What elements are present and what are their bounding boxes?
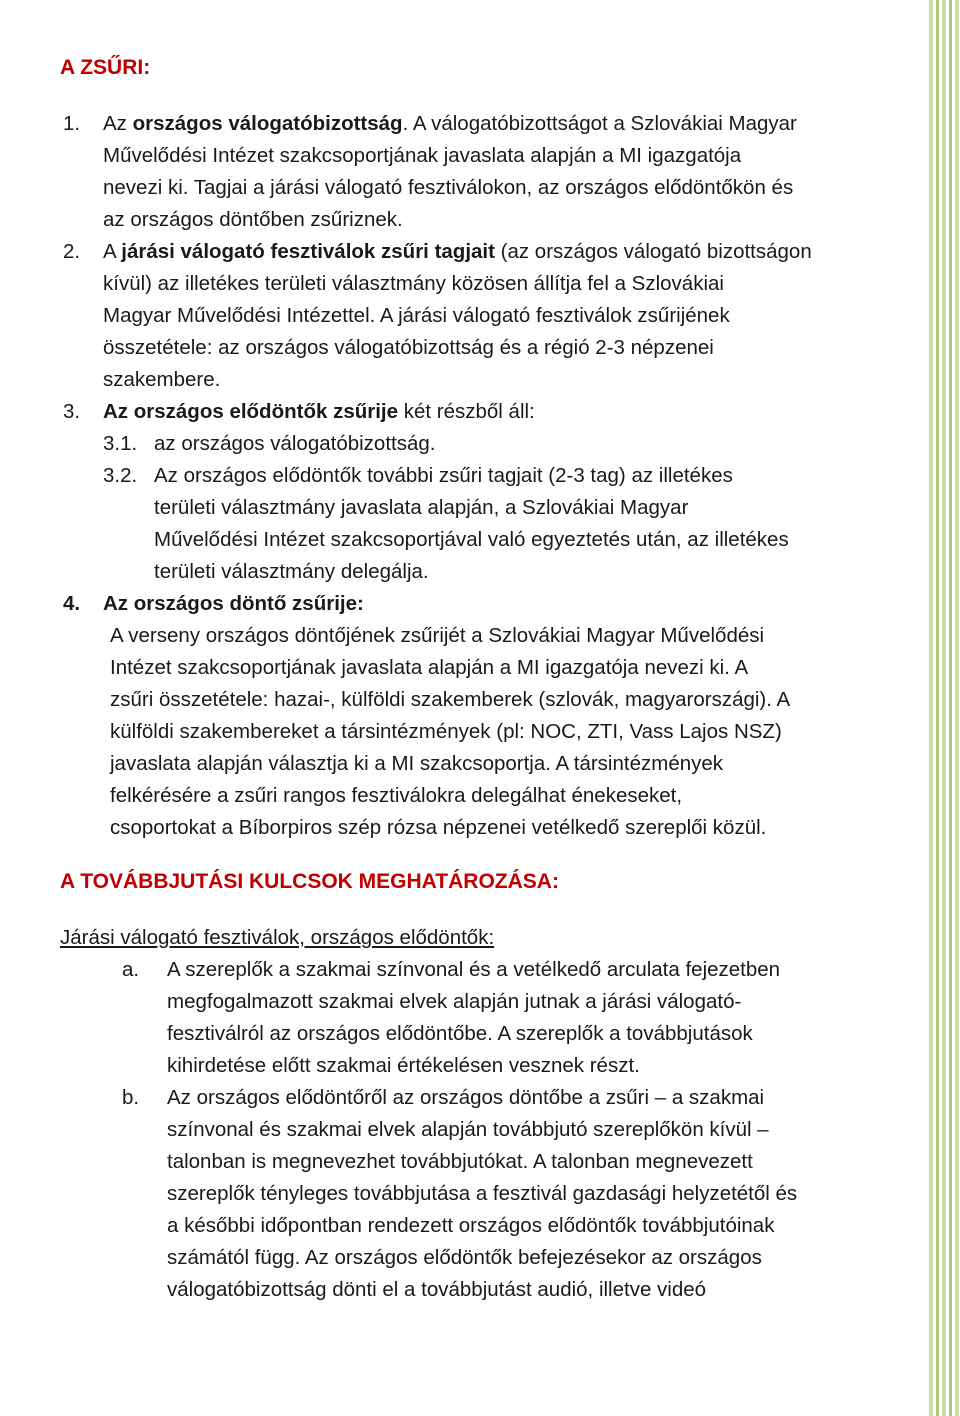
item4-heading: Az országos döntő zsűrije: bbox=[103, 592, 364, 615]
item4-line1: A verseny országos döntőjének zsűrijét a Szlovákiai Magyar Művelődési bbox=[110, 624, 765, 647]
item3-sub1-text: az országos válogatóbizottság. bbox=[154, 432, 436, 455]
list-number-3: 3. bbox=[63, 400, 81, 423]
item-b-line6: számától függ. Az országos elődöntők befejezésekor az országos bbox=[167, 1246, 762, 1269]
item1-line4: az országos döntőben zsűriznek. bbox=[103, 208, 403, 231]
list-letter-b: b. bbox=[122, 1086, 140, 1109]
list-number-4: 4. bbox=[63, 592, 81, 615]
item2-line3: Magyar Művelődési Intézettel. A járási válogató fesztiválok zsűrijének bbox=[103, 304, 730, 327]
item-b-line5: a későbbi időpontban rendezett országos elődöntők továbbjutóinak bbox=[167, 1214, 775, 1237]
item4-line7: csoportokat a Bíborpiros szép rózsa népzenei vetélkedő szereplői közül. bbox=[110, 816, 767, 839]
item4-line5: javaslata alapján választja ki a MI szakcsoportja. A társintézmények bbox=[110, 752, 724, 775]
item4-line4: külföldi szakembereket a társintézmények (pl: NOC, ZTI, Vass Lajos NSZ) bbox=[110, 720, 782, 743]
item-b-line4: szereplők tényleges továbbjutása a fesztivál gazdasági helyzetétől és bbox=[167, 1182, 798, 1205]
section-heading-advancement: A TOVÁBBJUTÁSI KULCSOK MEGHATÁROZÁSA: bbox=[60, 870, 559, 893]
item3-line1: Az országos elődöntők zsűrije két részből áll: bbox=[103, 400, 535, 423]
item1-line1: Az országos válogatóbizottság. A válogatóbizottságot a Szlovákiai Magyar bbox=[103, 112, 797, 135]
item2-line2: kívül) az illetékes területi választmány közösen állítja fel a Szlovákiai bbox=[103, 272, 724, 295]
item1-line3: nevezi ki. Tagjai a járási válogató fesztiválokon, az országos elődöntőkön és bbox=[103, 176, 794, 199]
list-number-2: 2. bbox=[63, 240, 81, 263]
subheading-district: Járási válogató fesztiválok, országos elődöntők: bbox=[60, 926, 495, 949]
sublist-number-3-2: 3.2. bbox=[103, 464, 138, 487]
item-b-line7: válogatóbizottság dönti el a továbbjutást audió, illetve videó bbox=[167, 1278, 707, 1301]
item1-line2: Művelődési Intézet szakcsoportjának javaslata alapján a MI igazgatója bbox=[103, 144, 742, 167]
item-b-line3: talonban is megnevezhet továbbjutókat. A talonban megnevezett bbox=[167, 1150, 753, 1173]
item-b-line1: Az országos elődöntőről az országos döntőbe a zsűri – a szakmai bbox=[167, 1086, 765, 1109]
item4-line3: zsűri összetétele: hazai-, külföldi szakemberek (szlovák, magyarországi). A bbox=[110, 688, 791, 711]
item-a-line4: kihirdetése előtt szakmai értékelésen vesznek részt. bbox=[167, 1054, 640, 1077]
section-heading-jury: A ZSŰRI: bbox=[60, 56, 151, 79]
list-number-1: 1. bbox=[63, 112, 81, 135]
item3-sub2-line1: Az országos elődöntők további zsűri tagjait (2-3 tag) az illetékes bbox=[154, 464, 733, 487]
item3-sub2-line2: területi választmány javaslata alapján, a Szlovákiai Magyar bbox=[154, 496, 689, 519]
sublist-number-3-1: 3.1. bbox=[103, 432, 138, 455]
decorative-stripe-border bbox=[926, 0, 960, 1416]
item2-line5: szakembere. bbox=[103, 368, 221, 391]
item-b-line2: színvonal és szakmai elvek alapján továbbjutó szereplőkön kívül – bbox=[167, 1118, 769, 1141]
item4-line6: felkérésére a zsűri rangos fesztiválokra delegálhat énekeseket, bbox=[110, 784, 683, 807]
item4-line2: Intézet szakcsoportjának javaslata alapján a MI igazgatója nevezi ki. A bbox=[110, 656, 749, 679]
list-letter-a: a. bbox=[122, 958, 140, 981]
item-a-line1: A szereplők a szakmai színvonal és a vetélkedő arculata fejezetben bbox=[167, 958, 781, 981]
item3-sub2-line4: területi választmány delegálja. bbox=[154, 560, 429, 583]
item-a-line3: fesztiválról az országos elődöntőbe. A szereplők a továbbjutások bbox=[167, 1022, 753, 1045]
item2-line4: összetétele: az országos válogatóbizottság és a régió 2-3 népzenei bbox=[103, 336, 714, 359]
item-a-line2: megfogalmazott szakmai elvek alapján jutnak a járási válogató- bbox=[167, 990, 742, 1013]
item3-sub2-line3: Művelődési Intézet szakcsoportjával való egyeztetés után, az illetékes bbox=[154, 528, 789, 551]
item2-line1: A járási válogató fesztiválok zsűri tagjait (az országos válogató bizottságon bbox=[103, 240, 812, 263]
